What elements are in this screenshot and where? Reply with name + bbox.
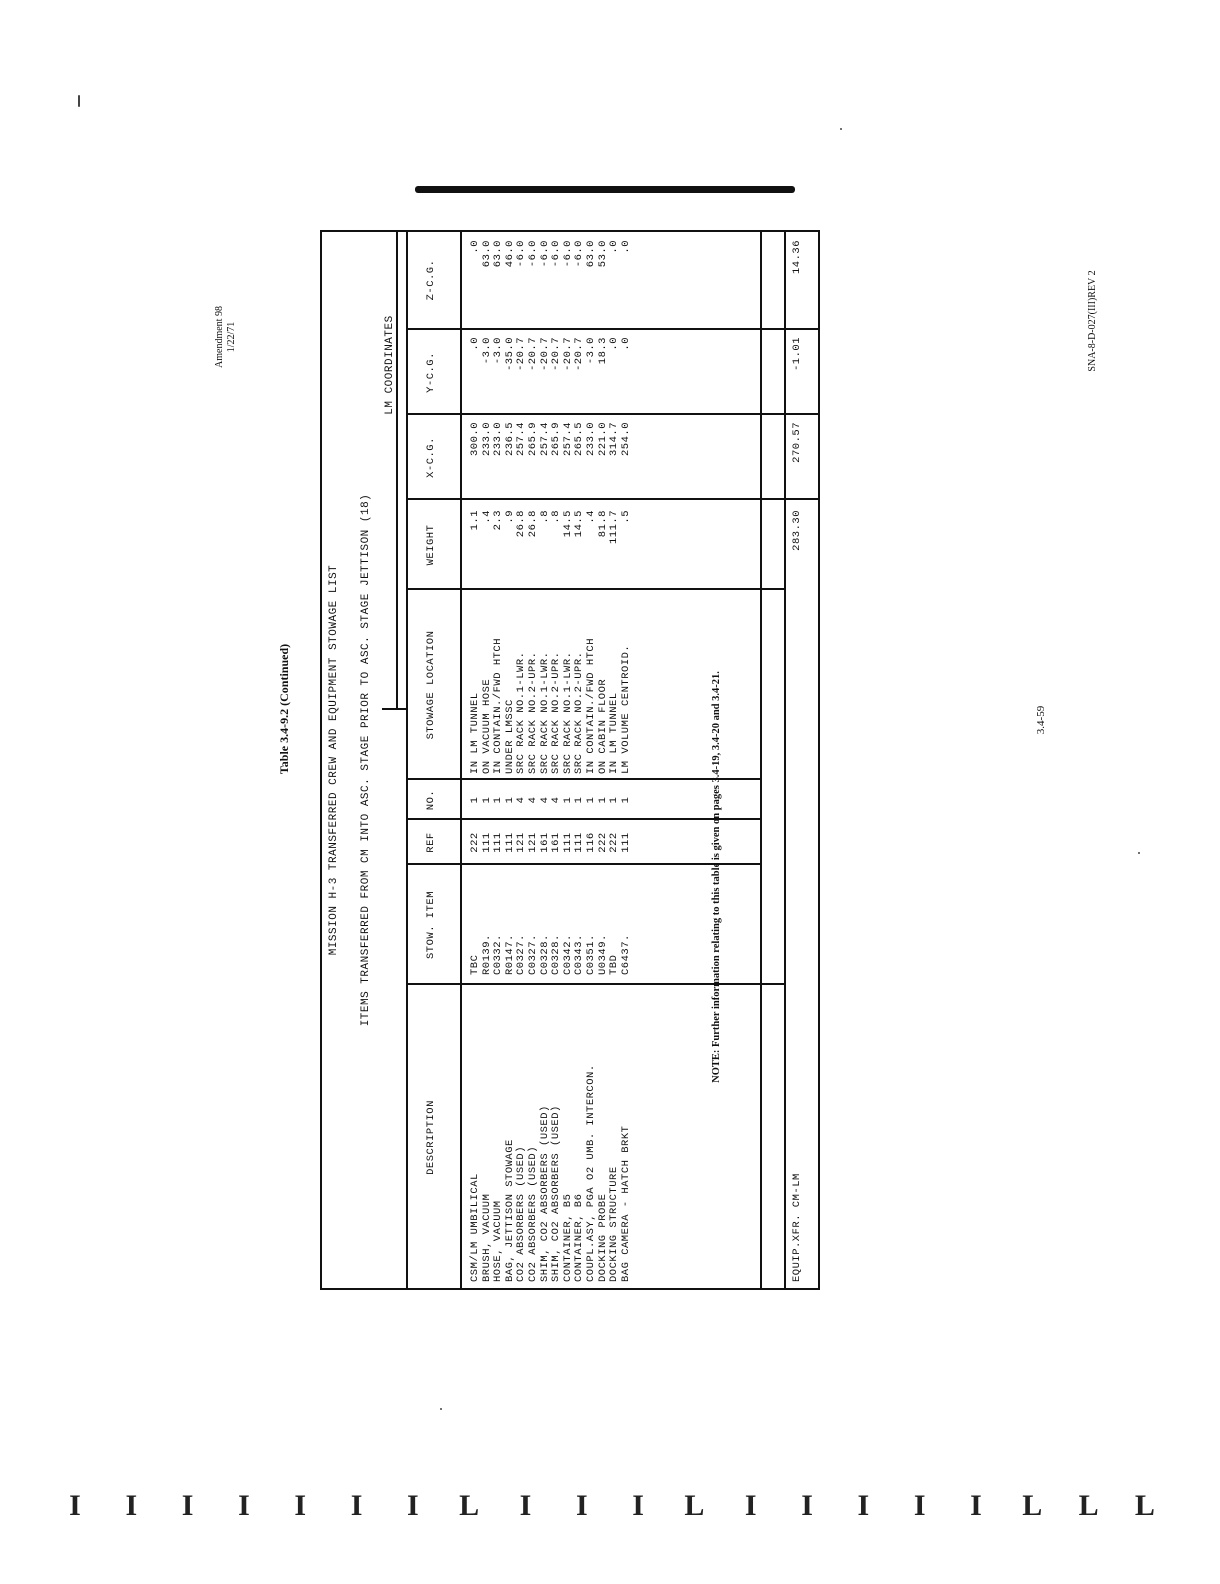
cell-stow-item: TBD bbox=[608, 954, 621, 975]
cell-description: CONTAINER, B5 bbox=[561, 1193, 574, 1282]
cell-no: 4 bbox=[538, 796, 551, 804]
cell-z: 63.0 bbox=[585, 240, 597, 268]
cell-description: SHIM, CO2 ABSORBERS (USED) bbox=[538, 1105, 551, 1282]
scan-speck bbox=[78, 95, 80, 107]
scan-mark: I bbox=[632, 1489, 644, 1522]
cell-z: .0 bbox=[608, 240, 621, 254]
cell-location: SRC RACK NO.1-LWR. bbox=[538, 651, 551, 774]
cell-weight: 1.1 bbox=[469, 510, 481, 531]
cell-x: 254.0 bbox=[619, 422, 632, 457]
cell-no: 1 bbox=[561, 796, 574, 804]
cell-weight: .4 bbox=[480, 510, 493, 524]
cell-x: 236.5 bbox=[503, 422, 516, 457]
cell-ref: 116 bbox=[585, 832, 597, 853]
cell-stow-item: TBC bbox=[469, 954, 481, 975]
cell-description: SHIM, CO2 ABSORBERS (USED) bbox=[550, 1105, 563, 1282]
cell-ref: 111 bbox=[561, 832, 574, 853]
col-header-weight: WEIGHT bbox=[425, 524, 437, 566]
cell-weight: 111.7 bbox=[608, 510, 621, 545]
cell-ref: 111 bbox=[619, 832, 632, 853]
col-header-description: DESCRIPTION bbox=[425, 1100, 437, 1175]
cell-x: 221.0 bbox=[596, 422, 609, 457]
cell-z: 63.0 bbox=[480, 240, 493, 268]
cell-weight: 81.8 bbox=[596, 510, 609, 538]
cell-y: .0 bbox=[608, 337, 621, 351]
scan-mark: I bbox=[181, 1489, 194, 1522]
amendment-block bbox=[214, 292, 248, 382]
cell-y: -20.7 bbox=[550, 337, 563, 372]
cell-weight: .9 bbox=[503, 510, 516, 524]
cell-location: ON CABIN FLOOR bbox=[596, 678, 609, 774]
cell-x: 314.7 bbox=[608, 422, 621, 457]
cell-no: 1 bbox=[619, 796, 632, 804]
cell-y: -20.7 bbox=[573, 337, 586, 372]
cell-stow-item: C0328. bbox=[538, 934, 551, 975]
total-weight: 283.30 bbox=[791, 510, 803, 551]
cell-location: SRC RACK NO.1-LWR. bbox=[515, 651, 528, 774]
cell-x: 257.4 bbox=[515, 422, 528, 457]
table-note: NOTE: Further information relating to this table is given on pages 3.4-19, 3.4-20 and 3.4-21. bbox=[711, 671, 722, 1083]
scan-speck bbox=[440, 1408, 442, 1410]
cell-description: DOCKING STRUCTURE bbox=[608, 1166, 621, 1282]
cell-no: 4 bbox=[515, 796, 528, 804]
scan-mark: I bbox=[970, 1489, 982, 1522]
cell-no: 1 bbox=[480, 796, 493, 804]
cell-description: BRUSH, VACUUM bbox=[480, 1193, 493, 1282]
cell-location: SRC RACK NO.2-UPR. bbox=[573, 651, 586, 774]
scan-mark: L bbox=[1078, 1489, 1099, 1522]
cell-stow-item: C0327. bbox=[527, 934, 539, 975]
cell-description: HOSE, VACUUM bbox=[492, 1200, 505, 1282]
amendment-number: Amendment 98 bbox=[214, 306, 225, 368]
cell-x: 265.9 bbox=[527, 422, 539, 457]
table-title: MISSION H-3 TRANSFERRED CREW AND EQUIPMENT STOWAGE LIST bbox=[328, 564, 340, 956]
cell-weight: .4 bbox=[585, 510, 597, 524]
cell-no: 1 bbox=[503, 796, 516, 804]
cell-ref: 111 bbox=[503, 832, 516, 853]
cell-z: -6.0 bbox=[515, 240, 528, 268]
cell-location: ON VACUUM HOSE bbox=[480, 678, 493, 774]
cell-x: 257.4 bbox=[538, 422, 551, 457]
cell-description: BAG CAMERA - HATCH BRKT bbox=[619, 1125, 632, 1282]
cell-stow-item: C0327. bbox=[515, 934, 528, 975]
scan-mark: I bbox=[350, 1489, 363, 1522]
scan-mark: I bbox=[238, 1489, 250, 1522]
total-description: EQUIP.XFR. CM-LM bbox=[791, 1173, 803, 1282]
cell-location: IN LM TUNNEL bbox=[608, 692, 621, 774]
scan-mark: I bbox=[857, 1489, 870, 1522]
cell-z: -6.0 bbox=[538, 240, 551, 268]
cell-weight: 26.8 bbox=[527, 510, 539, 538]
cell-description: CO2 ABSORBERS (USED) bbox=[515, 1145, 528, 1282]
total-z-cg: 14.36 bbox=[791, 240, 803, 275]
col-header-y-cg: Y-C.G. bbox=[425, 352, 437, 393]
cell-ref: 222 bbox=[469, 832, 481, 853]
col-header-no: NO. bbox=[425, 789, 437, 811]
cell-y: -20.7 bbox=[527, 337, 539, 372]
cell-x: 300.0 bbox=[469, 422, 481, 457]
coordinates-group-header: LM COORDINATES bbox=[384, 315, 396, 415]
cell-location: SRC RACK NO.1-LWR. bbox=[561, 651, 574, 774]
cell-stow-item: U0349. bbox=[596, 934, 609, 975]
scan-mark: L bbox=[459, 1489, 480, 1522]
cell-weight: .5 bbox=[619, 510, 632, 524]
cell-no: 4 bbox=[527, 796, 539, 804]
cell-stow-item: R0147. bbox=[503, 934, 516, 975]
total-x-cg: 270.57 bbox=[791, 422, 803, 463]
cell-weight: 2.3 bbox=[492, 510, 505, 531]
amendment-date: 1/22/71 bbox=[226, 321, 237, 353]
cell-y: -3.0 bbox=[585, 337, 597, 365]
cell-ref: 121 bbox=[515, 832, 528, 853]
cell-y: -3.0 bbox=[492, 337, 505, 365]
scan-mark: I bbox=[744, 1489, 757, 1522]
cell-y: .0 bbox=[619, 337, 632, 351]
stowage-table bbox=[320, 230, 820, 1290]
cell-x: 233.0 bbox=[585, 422, 597, 457]
scan-speck bbox=[1138, 852, 1140, 854]
cell-ref: 111 bbox=[492, 832, 505, 853]
cell-ref: 111 bbox=[573, 832, 586, 853]
cell-x: 257.4 bbox=[561, 422, 574, 457]
cell-x: 265.5 bbox=[573, 422, 586, 457]
cell-ref: 222 bbox=[596, 832, 609, 853]
cell-x: 233.0 bbox=[492, 422, 505, 457]
cell-y: -20.7 bbox=[538, 337, 551, 372]
scan-mark: I bbox=[407, 1489, 419, 1522]
cell-y: -20.7 bbox=[561, 337, 574, 372]
cell-z: -6.0 bbox=[550, 240, 563, 268]
total-y-cg: -1.01 bbox=[791, 337, 803, 372]
cell-location: LM VOLUME CENTROID. bbox=[619, 644, 632, 774]
cell-stow-item: C6437. bbox=[619, 934, 632, 975]
cell-y: -35.0 bbox=[503, 337, 516, 372]
scan-mark: I bbox=[519, 1489, 532, 1522]
table-subtitle: ITEMS TRANSFERRED FROM CM INTO ASC. STAGE PRIOR TO ASC. STAGE JETTISON (18) bbox=[360, 493, 372, 1027]
cell-y: .0 bbox=[469, 337, 481, 351]
cell-location: IN CONTAIN./FWD HTCH bbox=[585, 637, 597, 774]
cell-stow-item: C0351. bbox=[585, 934, 597, 975]
cell-description: CSM/LM UMBILICAL bbox=[469, 1173, 481, 1282]
col-header-x-cg: X-C.G. bbox=[425, 437, 437, 478]
cell-z: .0 bbox=[619, 240, 632, 254]
scan-mark: I bbox=[294, 1489, 307, 1522]
cell-y: -3.0 bbox=[480, 337, 493, 365]
scan-mark: L bbox=[1022, 1489, 1043, 1522]
cell-no: 1 bbox=[469, 796, 481, 804]
cell-x: 265.9 bbox=[550, 422, 563, 457]
cell-ref: 111 bbox=[480, 832, 493, 853]
scan-mark: I bbox=[125, 1489, 138, 1522]
scan-mark: I bbox=[801, 1489, 813, 1522]
cell-description: DOCKING PROBE bbox=[596, 1193, 609, 1282]
cell-no: 1 bbox=[596, 796, 609, 804]
cell-x: 233.0 bbox=[480, 422, 493, 457]
col-header-z-cg: Z-C.G. bbox=[425, 259, 437, 301]
cell-no: 4 bbox=[550, 796, 563, 804]
cell-stow-item: C0328. bbox=[550, 934, 563, 975]
cell-z: 63.0 bbox=[492, 240, 505, 268]
cell-description: CONTAINER, B6 bbox=[573, 1193, 586, 1282]
cell-stow-item: C0342. bbox=[561, 934, 574, 975]
cell-ref: 222 bbox=[608, 832, 621, 853]
cell-weight: 26.8 bbox=[515, 510, 528, 538]
cell-z: -6.0 bbox=[527, 240, 539, 268]
col-header-location: STOWAGE LOCATION bbox=[425, 630, 437, 740]
scan-mark: I bbox=[69, 1489, 81, 1522]
header-rule bbox=[415, 186, 795, 193]
col-header-stow-item: STOW. ITEM bbox=[425, 891, 437, 960]
cell-weight: .8 bbox=[550, 510, 563, 524]
cell-description: CO2 ABSORBERS (USED) bbox=[527, 1145, 539, 1282]
cell-y: -20.7 bbox=[515, 337, 528, 372]
cell-weight: 14.5 bbox=[561, 510, 574, 538]
cell-location: UNDER LMSSC bbox=[503, 699, 516, 774]
cell-location: SRC RACK NO.2-UPR. bbox=[550, 651, 563, 774]
cell-no: 1 bbox=[573, 796, 586, 804]
cell-description: COUPL.ASY, PGA O2 UMB. INTERCON. bbox=[585, 1064, 597, 1282]
cell-location: IN LM TUNNEL bbox=[469, 692, 481, 774]
cell-ref: 161 bbox=[538, 832, 551, 853]
cell-z: 46.0 bbox=[503, 240, 516, 268]
document-id: SNA-8-D-027(III)REV 2 bbox=[1087, 270, 1098, 372]
cell-weight: 14.5 bbox=[573, 510, 586, 538]
cell-no: 1 bbox=[492, 796, 505, 804]
scan-mark: I bbox=[913, 1489, 926, 1522]
cell-stow-item: C0332. bbox=[492, 934, 505, 975]
cell-stow-item: C0343. bbox=[573, 934, 586, 975]
page-number: 3.4-59 bbox=[1035, 705, 1047, 735]
cell-location: IN CONTAIN./FWD HTCH bbox=[492, 637, 505, 774]
bottom-scan-marks bbox=[55, 1478, 1165, 1523]
scan-speck bbox=[840, 128, 842, 130]
scan-mark: I bbox=[575, 1489, 588, 1522]
scan-mark: L bbox=[1134, 1489, 1155, 1522]
cell-z: -6.0 bbox=[573, 240, 586, 268]
cell-description: BAG, JETTISON STOWAGE bbox=[503, 1139, 516, 1282]
cell-z: -6.0 bbox=[561, 240, 574, 268]
cell-stow-item: R0139. bbox=[480, 934, 493, 975]
cell-weight: .8 bbox=[538, 510, 551, 524]
col-header-ref: REF bbox=[425, 832, 437, 853]
cell-z: .0 bbox=[469, 240, 481, 254]
cell-ref: 121 bbox=[527, 832, 539, 853]
cell-z: 53.0 bbox=[596, 240, 609, 268]
cell-ref: 161 bbox=[550, 832, 563, 853]
table-caption: Table 3.4-9.2 (Continued) bbox=[277, 643, 291, 775]
cell-no: 1 bbox=[585, 796, 597, 804]
cell-no: 1 bbox=[608, 796, 621, 804]
scan-mark: L bbox=[684, 1489, 705, 1522]
cell-location: SRC RACK NO.2-UPR. bbox=[527, 651, 539, 774]
cell-y: 18.3 bbox=[596, 337, 609, 365]
